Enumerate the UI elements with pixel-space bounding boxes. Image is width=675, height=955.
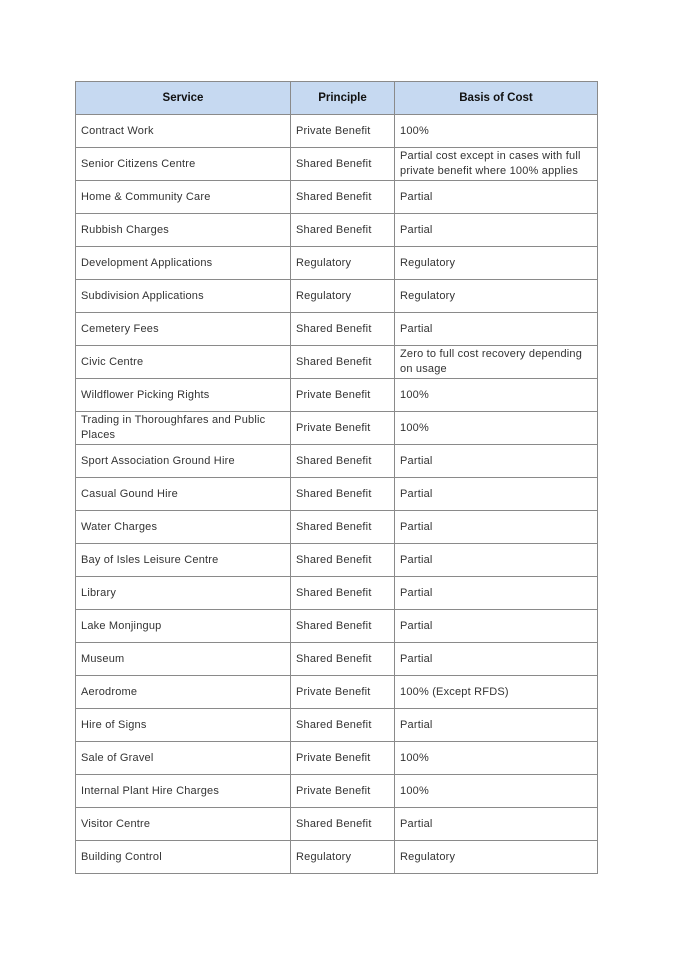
service-cell: Museum bbox=[76, 643, 291, 676]
table-row bbox=[76, 775, 598, 808]
table-row bbox=[76, 247, 598, 280]
basis-of-cost-cell: Partial bbox=[395, 478, 598, 511]
principle-cell: Shared Benefit bbox=[291, 181, 395, 214]
service-cell: Cemetery Fees bbox=[76, 313, 291, 346]
table-row bbox=[76, 379, 598, 412]
principle-cell: Shared Benefit bbox=[291, 445, 395, 478]
service-cell: Visitor Centre bbox=[76, 808, 291, 841]
basis-of-cost-cell: 100% bbox=[395, 379, 598, 412]
table-row bbox=[76, 709, 598, 742]
basis-of-cost-cell: 100% bbox=[395, 412, 598, 445]
principle-cell: Private Benefit bbox=[291, 412, 395, 445]
table-row bbox=[76, 445, 598, 478]
principle-cell: Shared Benefit bbox=[291, 313, 395, 346]
basis-of-cost-cell: 100% bbox=[395, 742, 598, 775]
principle-cell: Shared Benefit bbox=[291, 478, 395, 511]
table-row bbox=[76, 742, 598, 775]
table-row bbox=[76, 643, 598, 676]
basis-of-cost-cell: Regulatory bbox=[395, 247, 598, 280]
service-cell: Bay of Isles Leisure Centre bbox=[76, 544, 291, 577]
table-row bbox=[76, 610, 598, 643]
principle-cell: Shared Benefit bbox=[291, 346, 395, 379]
table-row bbox=[76, 841, 598, 874]
basis-of-cost-cell: Regulatory bbox=[395, 841, 598, 874]
service-cell: Water Charges bbox=[76, 511, 291, 544]
table-row bbox=[76, 148, 598, 181]
service-cell: Senior Citizens Centre bbox=[76, 148, 291, 181]
service-cell: Wildflower Picking Rights bbox=[76, 379, 291, 412]
principle-cell: Shared Benefit bbox=[291, 148, 395, 181]
table-body bbox=[76, 115, 598, 874]
table-row bbox=[76, 478, 598, 511]
service-cell: Subdivision Applications bbox=[76, 280, 291, 313]
table-row bbox=[76, 313, 598, 346]
principle-cell: Shared Benefit bbox=[291, 577, 395, 610]
basis-of-cost-cell: 100% bbox=[395, 115, 598, 148]
header-basis-of-cost: Basis of Cost bbox=[395, 82, 598, 115]
service-cell: Sport Association Ground Hire bbox=[76, 445, 291, 478]
service-cell: Contract Work bbox=[76, 115, 291, 148]
service-cell: Rubbish Charges bbox=[76, 214, 291, 247]
service-cell: Building Control bbox=[76, 841, 291, 874]
table-row bbox=[76, 577, 598, 610]
table-row bbox=[76, 115, 598, 148]
principle-cell: Regulatory bbox=[291, 841, 395, 874]
basis-of-cost-cell: Partial bbox=[395, 544, 598, 577]
principle-cell: Shared Benefit bbox=[291, 643, 395, 676]
principle-cell: Private Benefit bbox=[291, 115, 395, 148]
service-cell: Home & Community Care bbox=[76, 181, 291, 214]
table-row bbox=[76, 676, 598, 709]
table-row bbox=[76, 808, 598, 841]
principle-cell: Regulatory bbox=[291, 280, 395, 313]
table-row bbox=[76, 346, 598, 379]
service-cell: Library bbox=[76, 577, 291, 610]
table-row bbox=[76, 280, 598, 313]
basis-of-cost-cell: Zero to full cost recovery depending on usage bbox=[395, 346, 598, 379]
principle-cell: Shared Benefit bbox=[291, 808, 395, 841]
principle-cell: Private Benefit bbox=[291, 379, 395, 412]
service-cell: Trading in Thoroughfares and Public Places bbox=[76, 412, 291, 445]
principle-cell: Private Benefit bbox=[291, 676, 395, 709]
cost-recovery-table bbox=[75, 81, 598, 874]
service-cell: Lake Monjingup bbox=[76, 610, 291, 643]
principle-cell: Private Benefit bbox=[291, 775, 395, 808]
basis-of-cost-cell: Regulatory bbox=[395, 280, 598, 313]
basis-of-cost-cell: Partial cost except in cases with full private benefit where 100% applies bbox=[395, 148, 598, 181]
basis-of-cost-cell: Partial bbox=[395, 610, 598, 643]
service-cell: Development Applications bbox=[76, 247, 291, 280]
service-cell: Internal Plant Hire Charges bbox=[76, 775, 291, 808]
table-row bbox=[76, 412, 598, 445]
service-cell: Casual Gound Hire bbox=[76, 478, 291, 511]
basis-of-cost-cell: Partial bbox=[395, 181, 598, 214]
principle-cell: Shared Benefit bbox=[291, 610, 395, 643]
basis-of-cost-cell: Partial bbox=[395, 445, 598, 478]
principle-cell: Shared Benefit bbox=[291, 544, 395, 577]
table-header-row bbox=[76, 82, 598, 115]
service-cell: Hire of Signs bbox=[76, 709, 291, 742]
service-cell: Aerodrome bbox=[76, 676, 291, 709]
basis-of-cost-cell: Partial bbox=[395, 511, 598, 544]
principle-cell: Shared Benefit bbox=[291, 214, 395, 247]
table-row bbox=[76, 511, 598, 544]
service-cell: Sale of Gravel bbox=[76, 742, 291, 775]
table-row bbox=[76, 181, 598, 214]
basis-of-cost-cell: 100% bbox=[395, 775, 598, 808]
principle-cell: Shared Benefit bbox=[291, 511, 395, 544]
basis-of-cost-cell: Partial bbox=[395, 709, 598, 742]
principle-cell: Private Benefit bbox=[291, 742, 395, 775]
header-principle: Principle bbox=[291, 82, 395, 115]
basis-of-cost-cell: Partial bbox=[395, 577, 598, 610]
basis-of-cost-cell: 100% (Except RFDS) bbox=[395, 676, 598, 709]
table-row bbox=[76, 544, 598, 577]
basis-of-cost-cell: Partial bbox=[395, 313, 598, 346]
table-row bbox=[76, 214, 598, 247]
principle-cell: Regulatory bbox=[291, 247, 395, 280]
basis-of-cost-cell: Partial bbox=[395, 214, 598, 247]
header-service: Service bbox=[76, 82, 291, 115]
basis-of-cost-cell: Partial bbox=[395, 808, 598, 841]
principle-cell: Shared Benefit bbox=[291, 709, 395, 742]
basis-of-cost-cell: Partial bbox=[395, 643, 598, 676]
service-cell: Civic Centre bbox=[76, 346, 291, 379]
